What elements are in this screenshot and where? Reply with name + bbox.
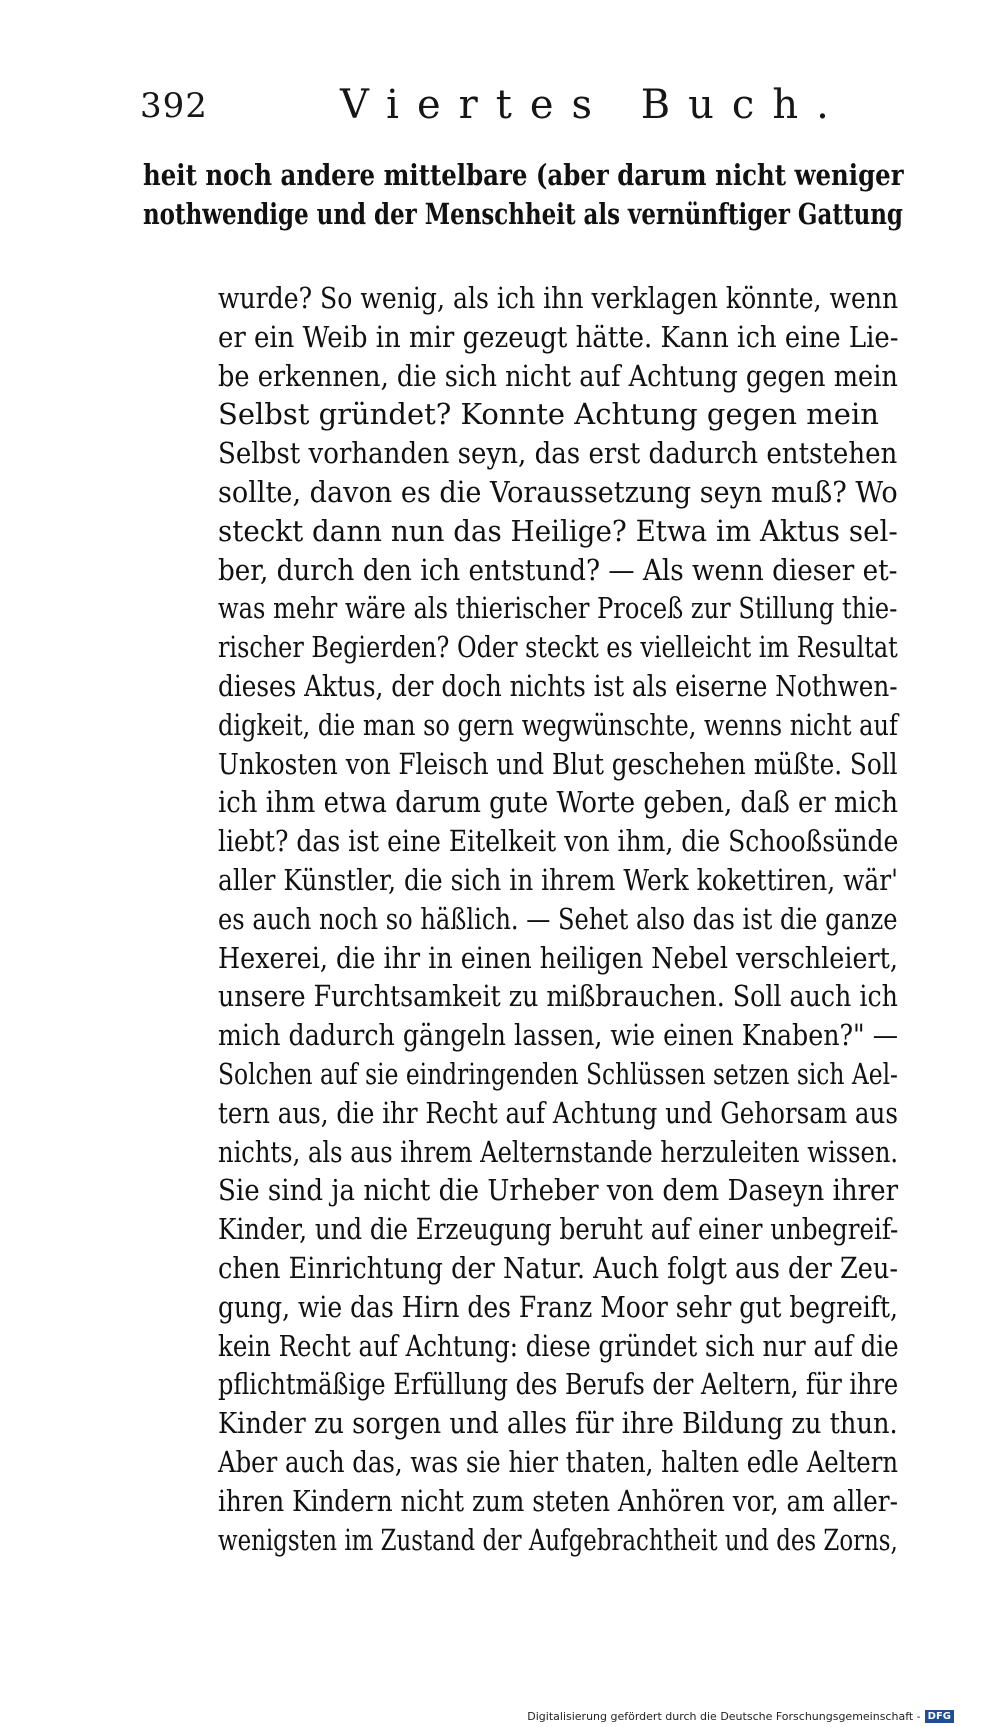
text-line: unsere Furchtsamkeit zu mißbrauchen. Soll auch ich bbox=[218, 979, 898, 1014]
text-line: was mehr wäre als thierischer Proceß zur Stillung thie- bbox=[218, 591, 898, 626]
text-line: ich ihm etwa darum gute Worte geben, daß er mich bbox=[218, 785, 899, 820]
text-line: Selbst vorhanden seyn, das erst dadurch entstehen bbox=[218, 436, 898, 471]
text-line: sollte, davon es die Voraussetzung seyn muß? Wo bbox=[218, 475, 898, 509]
text-line: tern aus, die ihr Recht auf Achtung und Gehorsam aus bbox=[218, 1095, 898, 1130]
digitization-credit bbox=[527, 1710, 954, 1723]
running-title: Viertes Buch. bbox=[340, 82, 847, 128]
credit-text: Digitalisierung gefördert durch die Deutsche Forschungsgemeinschaft - bbox=[527, 1710, 921, 1723]
text-line: nothwendige und der Menschheit als vernünftiger Gattung bbox=[143, 196, 903, 231]
text-line: rischer Begierden? Oder steckt es vielleicht im Resultat bbox=[218, 630, 898, 665]
text-line: aller Künstler, die sich in ihrem Werk kokettiren, wär' bbox=[218, 863, 899, 897]
text-line: ber, durch den ich entstund? — Als wenn dieser et- bbox=[218, 552, 898, 587]
text-line: Kinder, und die Erzeugung beruht auf einer unbegreif- bbox=[218, 1212, 899, 1247]
text-line: er ein Weib in mir gezeugt hätte. Kann ich eine Lie- bbox=[218, 319, 899, 354]
text-line: Selbst gründet? Konnte Achtung gegen mein bbox=[218, 397, 879, 432]
text-line: Aber auch das, was sie hier thaten, halten edle Aeltern bbox=[218, 1445, 899, 1479]
text-line: Sie sind ja nicht die Urheber von dem Daseyn ihrer bbox=[218, 1173, 899, 1208]
text-line: dieses Aktus, der doch nichts ist als eiserne Nothwen- bbox=[218, 669, 898, 703]
text-line: ihren Kindern nicht zum steten Anhören vor, am aller- bbox=[218, 1483, 898, 1518]
text-line: Kinder zu sorgen und alles für ihre Bildung zu thun. bbox=[218, 1406, 898, 1441]
text-line: chen Einrichtung der Natur. Auch folgt aus der Zeu- bbox=[218, 1251, 899, 1285]
text-line: kein Recht auf Achtung: diese gründet sich nur auf die bbox=[218, 1328, 899, 1363]
text-line: pflichtmäßige Erfüllung des Berufs der Aeltern, für ihre bbox=[218, 1367, 899, 1402]
text-line: Solchen auf sie eindringenden Schlüssen setzen sich Ael- bbox=[218, 1057, 898, 1091]
page-header bbox=[140, 82, 900, 138]
text-line: es auch noch so häßlich. — Sehet also das ist die ganze bbox=[218, 901, 898, 936]
text-line: gung, wie das Hirn des Franz Moor sehr gut begreift, bbox=[218, 1289, 898, 1324]
text-line: mich dadurch gängeln lassen, wie einen Knaben?" — bbox=[218, 1018, 899, 1053]
text-line: Unkosten von Fleisch und Blut geschehen müßte. Soll bbox=[218, 746, 898, 781]
text-line: wenigsten im Zustand der Aufgebrachtheit und des Zorns, bbox=[218, 1522, 898, 1557]
text-line: steckt dann nun das Heilige? Etwa im Aktus sel- bbox=[218, 513, 898, 548]
text-line: heit noch andere mittelbare (aber darum nicht weniger bbox=[143, 158, 904, 192]
page-number: 392 bbox=[140, 86, 208, 126]
text-line: Hexerei, die ihr in einen heiligen Nebel verschleiert, bbox=[218, 940, 898, 975]
text-line: wurde? So wenig, als ich ihn verklagen könnte, wenn bbox=[218, 281, 899, 315]
text-line: digkeit, die man so gern wegwünschte, wenns nicht auf bbox=[218, 707, 898, 742]
text-line: nichts, als aus ihrem Aelternstande herzuleiten wissen. bbox=[218, 1134, 899, 1169]
dfg-logo: DFG bbox=[925, 1710, 954, 1723]
text-line: liebt? das ist eine Eitelkeit von ihm, die Schooßsünde bbox=[218, 824, 899, 859]
text-line: be erkennen, die sich nicht auf Achtung gegen mein bbox=[218, 358, 898, 393]
